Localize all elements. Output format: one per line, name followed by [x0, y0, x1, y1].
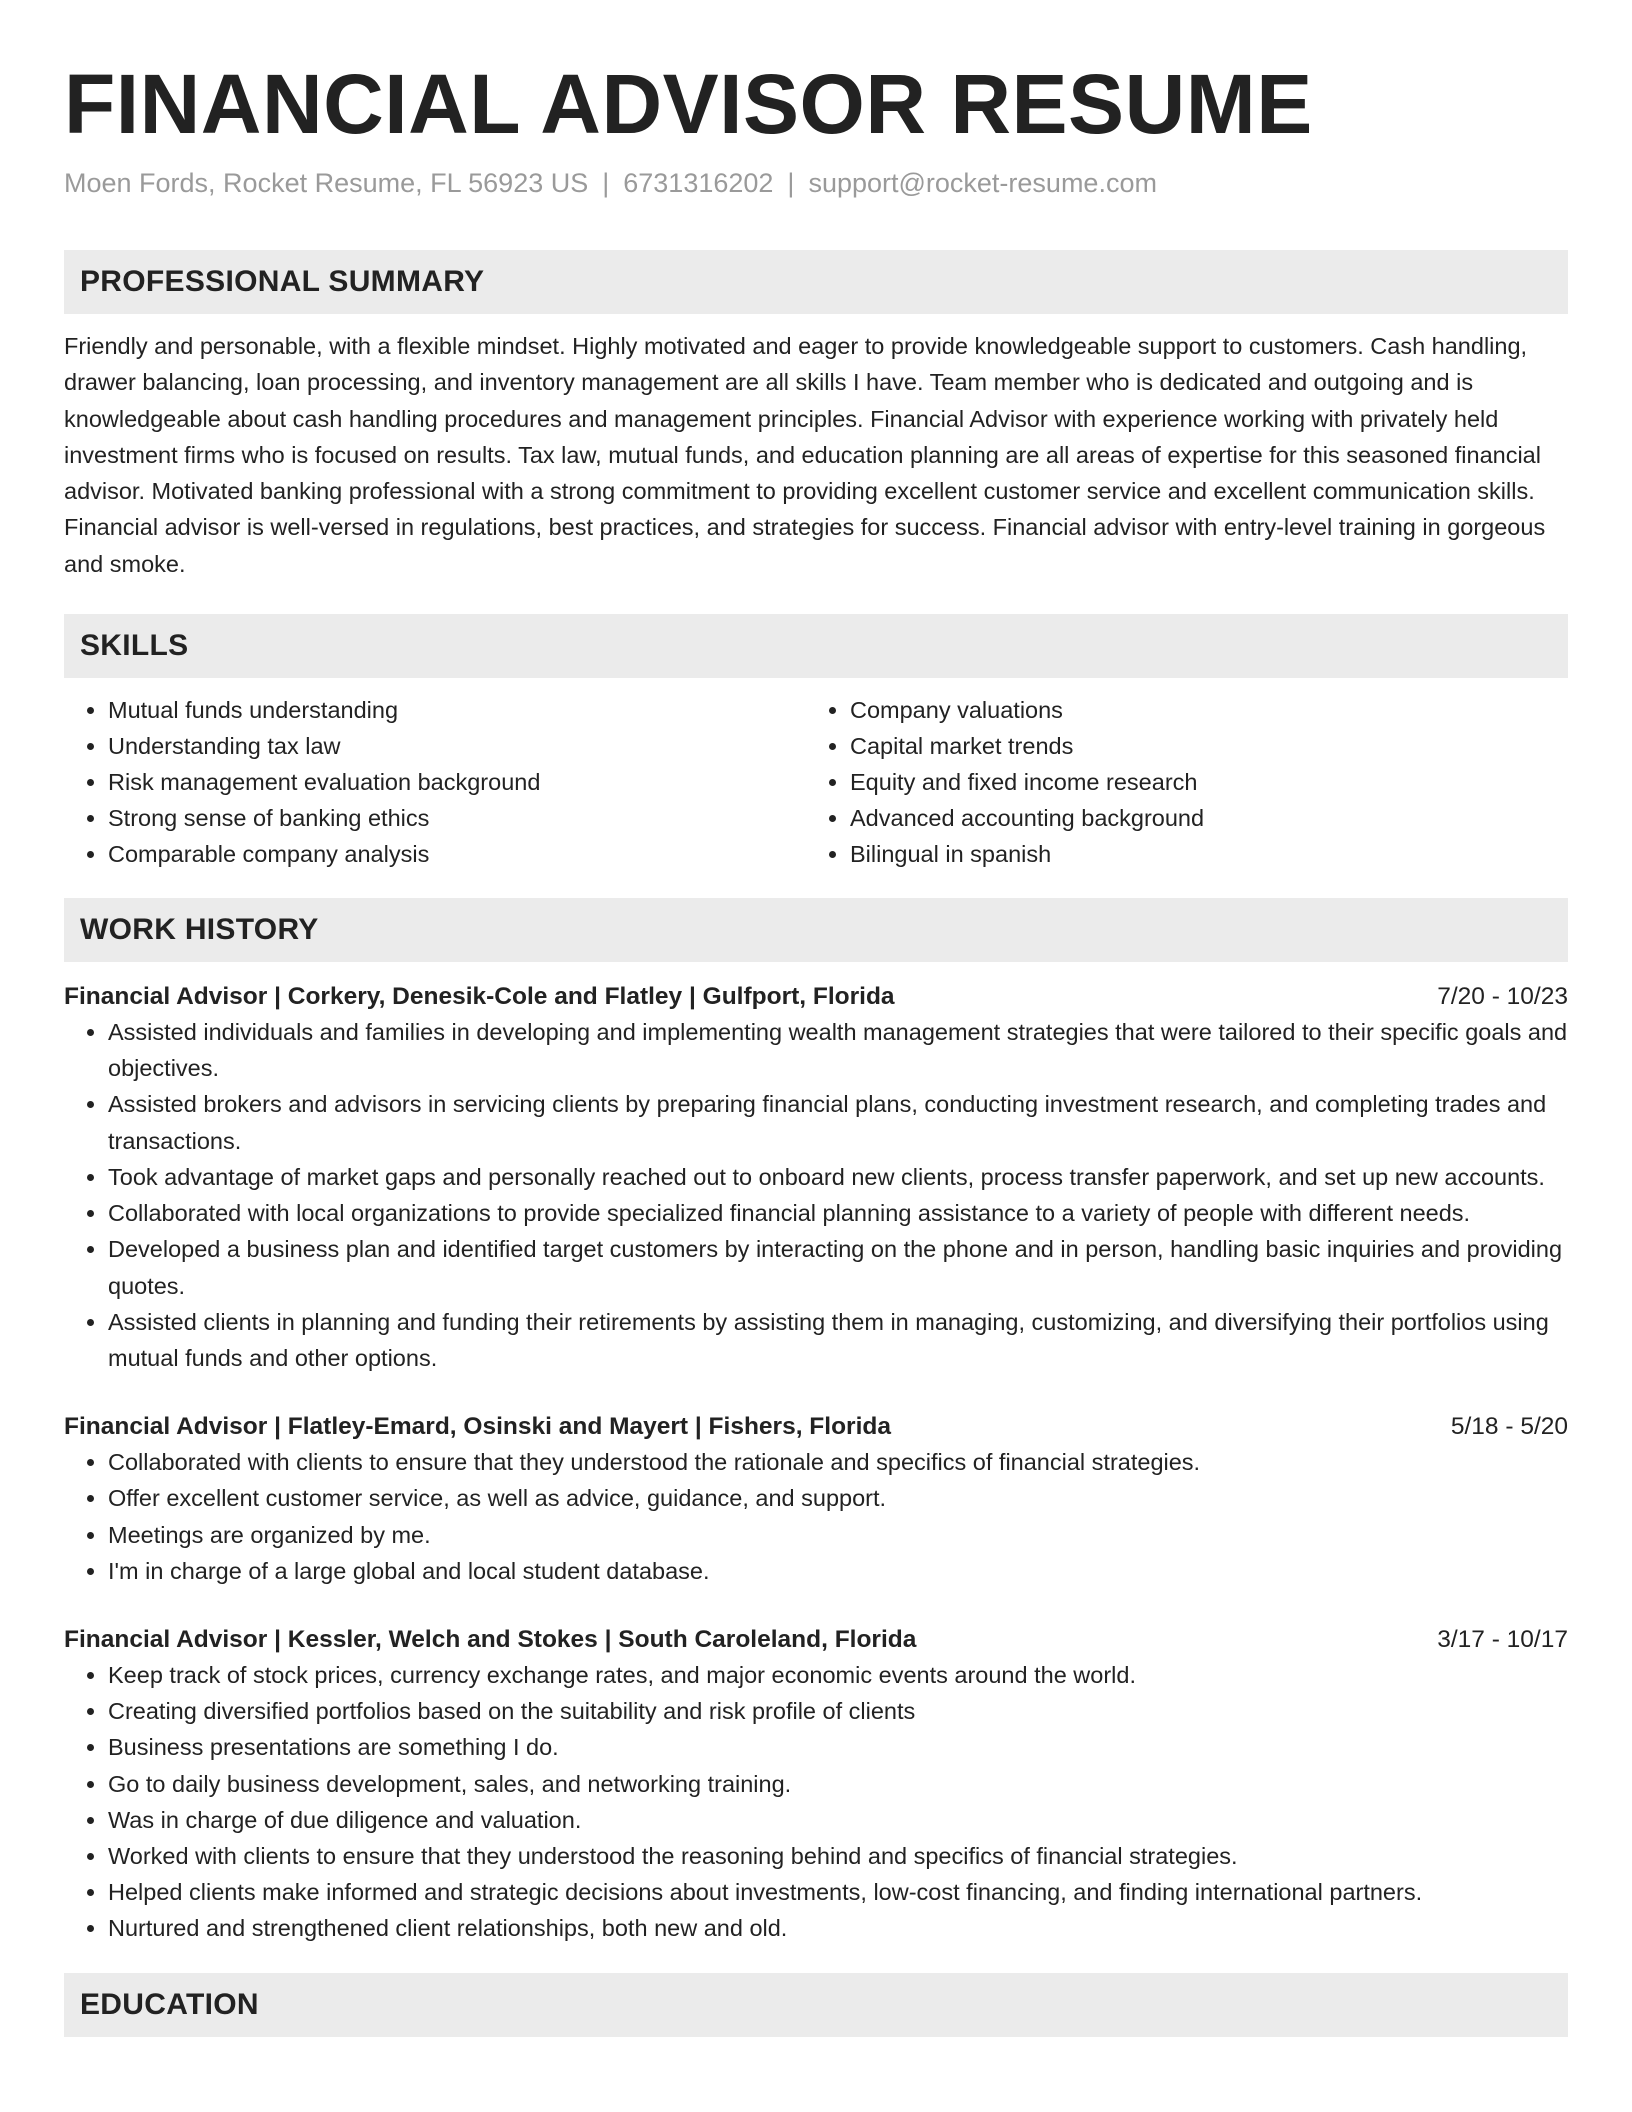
- job-duties-list: [64, 1444, 1568, 1589]
- contact-phone: 6731316202: [623, 168, 774, 198]
- contact-address: Moen Fords, Rocket Resume, FL 56923 US: [64, 168, 589, 198]
- job-header: [64, 1623, 1568, 1657]
- skill-item: • Understanding tax law: [108, 728, 806, 764]
- job-duty-item: • Assisted brokers and advisors in servicing clients by preparing financial plans, conducting investment research, and completing trades and transactions.: [108, 1086, 1568, 1158]
- section-heading-label: EDUCATION: [80, 1987, 259, 2021]
- skill-item: • Risk management evaluation background: [108, 764, 806, 800]
- contact-line: [64, 166, 1568, 200]
- job-duty-item: • Was in charge of due diligence and valuation.: [108, 1802, 1568, 1838]
- contact-separator: |: [787, 168, 795, 198]
- job-duty-item: • Offer excellent customer service, as well as advice, guidance, and support.: [108, 1480, 1568, 1516]
- job-title: Financial Advisor | Kessler, Welch and Stokes | South Caroleland, Florida: [64, 1625, 917, 1653]
- job-title: Financial Advisor | Flatley-Emard, Osinski and Mayert | Fishers, Florida: [64, 1413, 891, 1441]
- skill-item: • Company valuations: [850, 692, 1548, 728]
- job-dates: 7/20 - 10/23: [1437, 983, 1568, 1011]
- job-duty-item: • Business presentations are something I do.: [108, 1729, 1568, 1765]
- section-heading-label: PROFESSIONAL SUMMARY: [80, 265, 485, 298]
- skill-item: • Advanced accounting background: [850, 800, 1548, 836]
- job-duty-item: • Go to daily business development, sales, and networking training.: [108, 1766, 1568, 1802]
- section-heading-education: [64, 1973, 1568, 2037]
- section-heading-skills: [64, 614, 1568, 678]
- skill-item: • Equity and fixed income research: [850, 764, 1548, 800]
- skill-item: • Capital market trends: [850, 728, 1548, 764]
- job-entry: [64, 980, 1568, 1376]
- job-duties-list: [64, 1657, 1568, 1947]
- job-duty-item: • Took advantage of market gaps and personally reached out to onboard new clients, process transfer paperwork, and set up new accounts.: [108, 1159, 1568, 1195]
- section-heading-label: SKILLS: [80, 629, 189, 663]
- section-heading-summary: [64, 250, 1568, 314]
- job-duty-item: • Creating diversified portfolios based on the suitability and risk profile of clients: [108, 1693, 1568, 1729]
- skills-list-right: [806, 692, 1548, 872]
- contact-separator: |: [602, 168, 610, 198]
- job-duty-item: • Helped clients make informed and strategic decisions about investments, low-cost financing, and finding international partners.: [108, 1874, 1568, 1910]
- resume-title: FINANCIAL ADVISOR RESUME: [64, 57, 1313, 151]
- skills-column-left: [64, 692, 806, 872]
- job-duty-item: • Assisted clients in planning and funding their retirements by assisting them in managing, customizing, and diversifying their portfolios using mutual funds and other options.: [108, 1304, 1568, 1376]
- job-duty-item: • Developed a business plan and identified target customers by interacting on the phone and in person, handling basic inquiries and providing quotes.: [108, 1231, 1568, 1303]
- skills-grid: [64, 692, 1568, 872]
- section-heading-label: WORK HISTORY: [80, 913, 319, 947]
- skills-list-left: [64, 692, 806, 872]
- section-heading-work-history: [64, 898, 1568, 962]
- skill-item: • Mutual funds understanding: [108, 692, 806, 728]
- job-header: [64, 980, 1568, 1014]
- job-duty-item: • Meetings are organized by me.: [108, 1517, 1568, 1553]
- job-header: [64, 1410, 1568, 1444]
- job-duties-list: [64, 1014, 1568, 1376]
- job-dates: 5/18 - 5/20: [1450, 1413, 1568, 1441]
- job-title: Financial Advisor | Corkery, Denesik-Cole and Flatley | Gulfport, Florida: [64, 983, 895, 1011]
- skills-column-right: [806, 692, 1548, 872]
- summary-paragraph: Friendly and personable, with a flexible mindset. Highly motivated and eager to provide knowledgeable support to customers. Cash handling, drawer balancing, loan processing, and inventory management are all skills I have. Team member who is dedicated and outgoing and is knowledgeable about cash handling procedures and management principles. Financial Advisor with experience working with privately held investment firms who is focused on results. Tax law, mutual funds, and education planning are all areas of expertise for this seasoned financial advisor. Motivated banking professional with a strong commitment to providing excellent customer service and excellent communication skills. Financial advisor is well-versed in regulations, best practices, and strategies for success. Financial advisor with entry-level training in gorgeous and smoke.: [64, 333, 1546, 577]
- job-duty-item: • Worked with clients to ensure that they understood the reasoning behind and specifics of financial strategies.: [108, 1838, 1568, 1874]
- job-duty-item: • Nurtured and strengthened client relationships, both new and old.: [108, 1910, 1568, 1946]
- job-dates: 3/17 - 10/17: [1437, 1625, 1568, 1653]
- job-duty-item: • Assisted individuals and families in developing and implementing wealth management strategies that were tailored to their specific goals and objectives.: [108, 1014, 1568, 1086]
- contact-email: support@rocket-resume.com: [808, 168, 1157, 198]
- job-entry: [64, 1410, 1568, 1589]
- job-entry: [64, 1623, 1568, 1947]
- job-duty-item: • I'm in charge of a large global and local student database.: [108, 1553, 1568, 1589]
- skill-item: • Bilingual in spanish: [850, 836, 1548, 872]
- job-duty-item: • Collaborated with local organizations to provide specialized financial planning assistance to a variety of people with different needs.: [108, 1195, 1568, 1231]
- job-duty-item: • Keep track of stock prices, currency exchange rates, and major economic events around the world.: [108, 1657, 1568, 1693]
- skill-item: • Strong sense of banking ethics: [108, 800, 806, 836]
- skill-item: • Comparable company analysis: [108, 836, 806, 872]
- job-duty-item: • Collaborated with clients to ensure that they understood the rationale and specifics of financial strategies.: [108, 1444, 1568, 1480]
